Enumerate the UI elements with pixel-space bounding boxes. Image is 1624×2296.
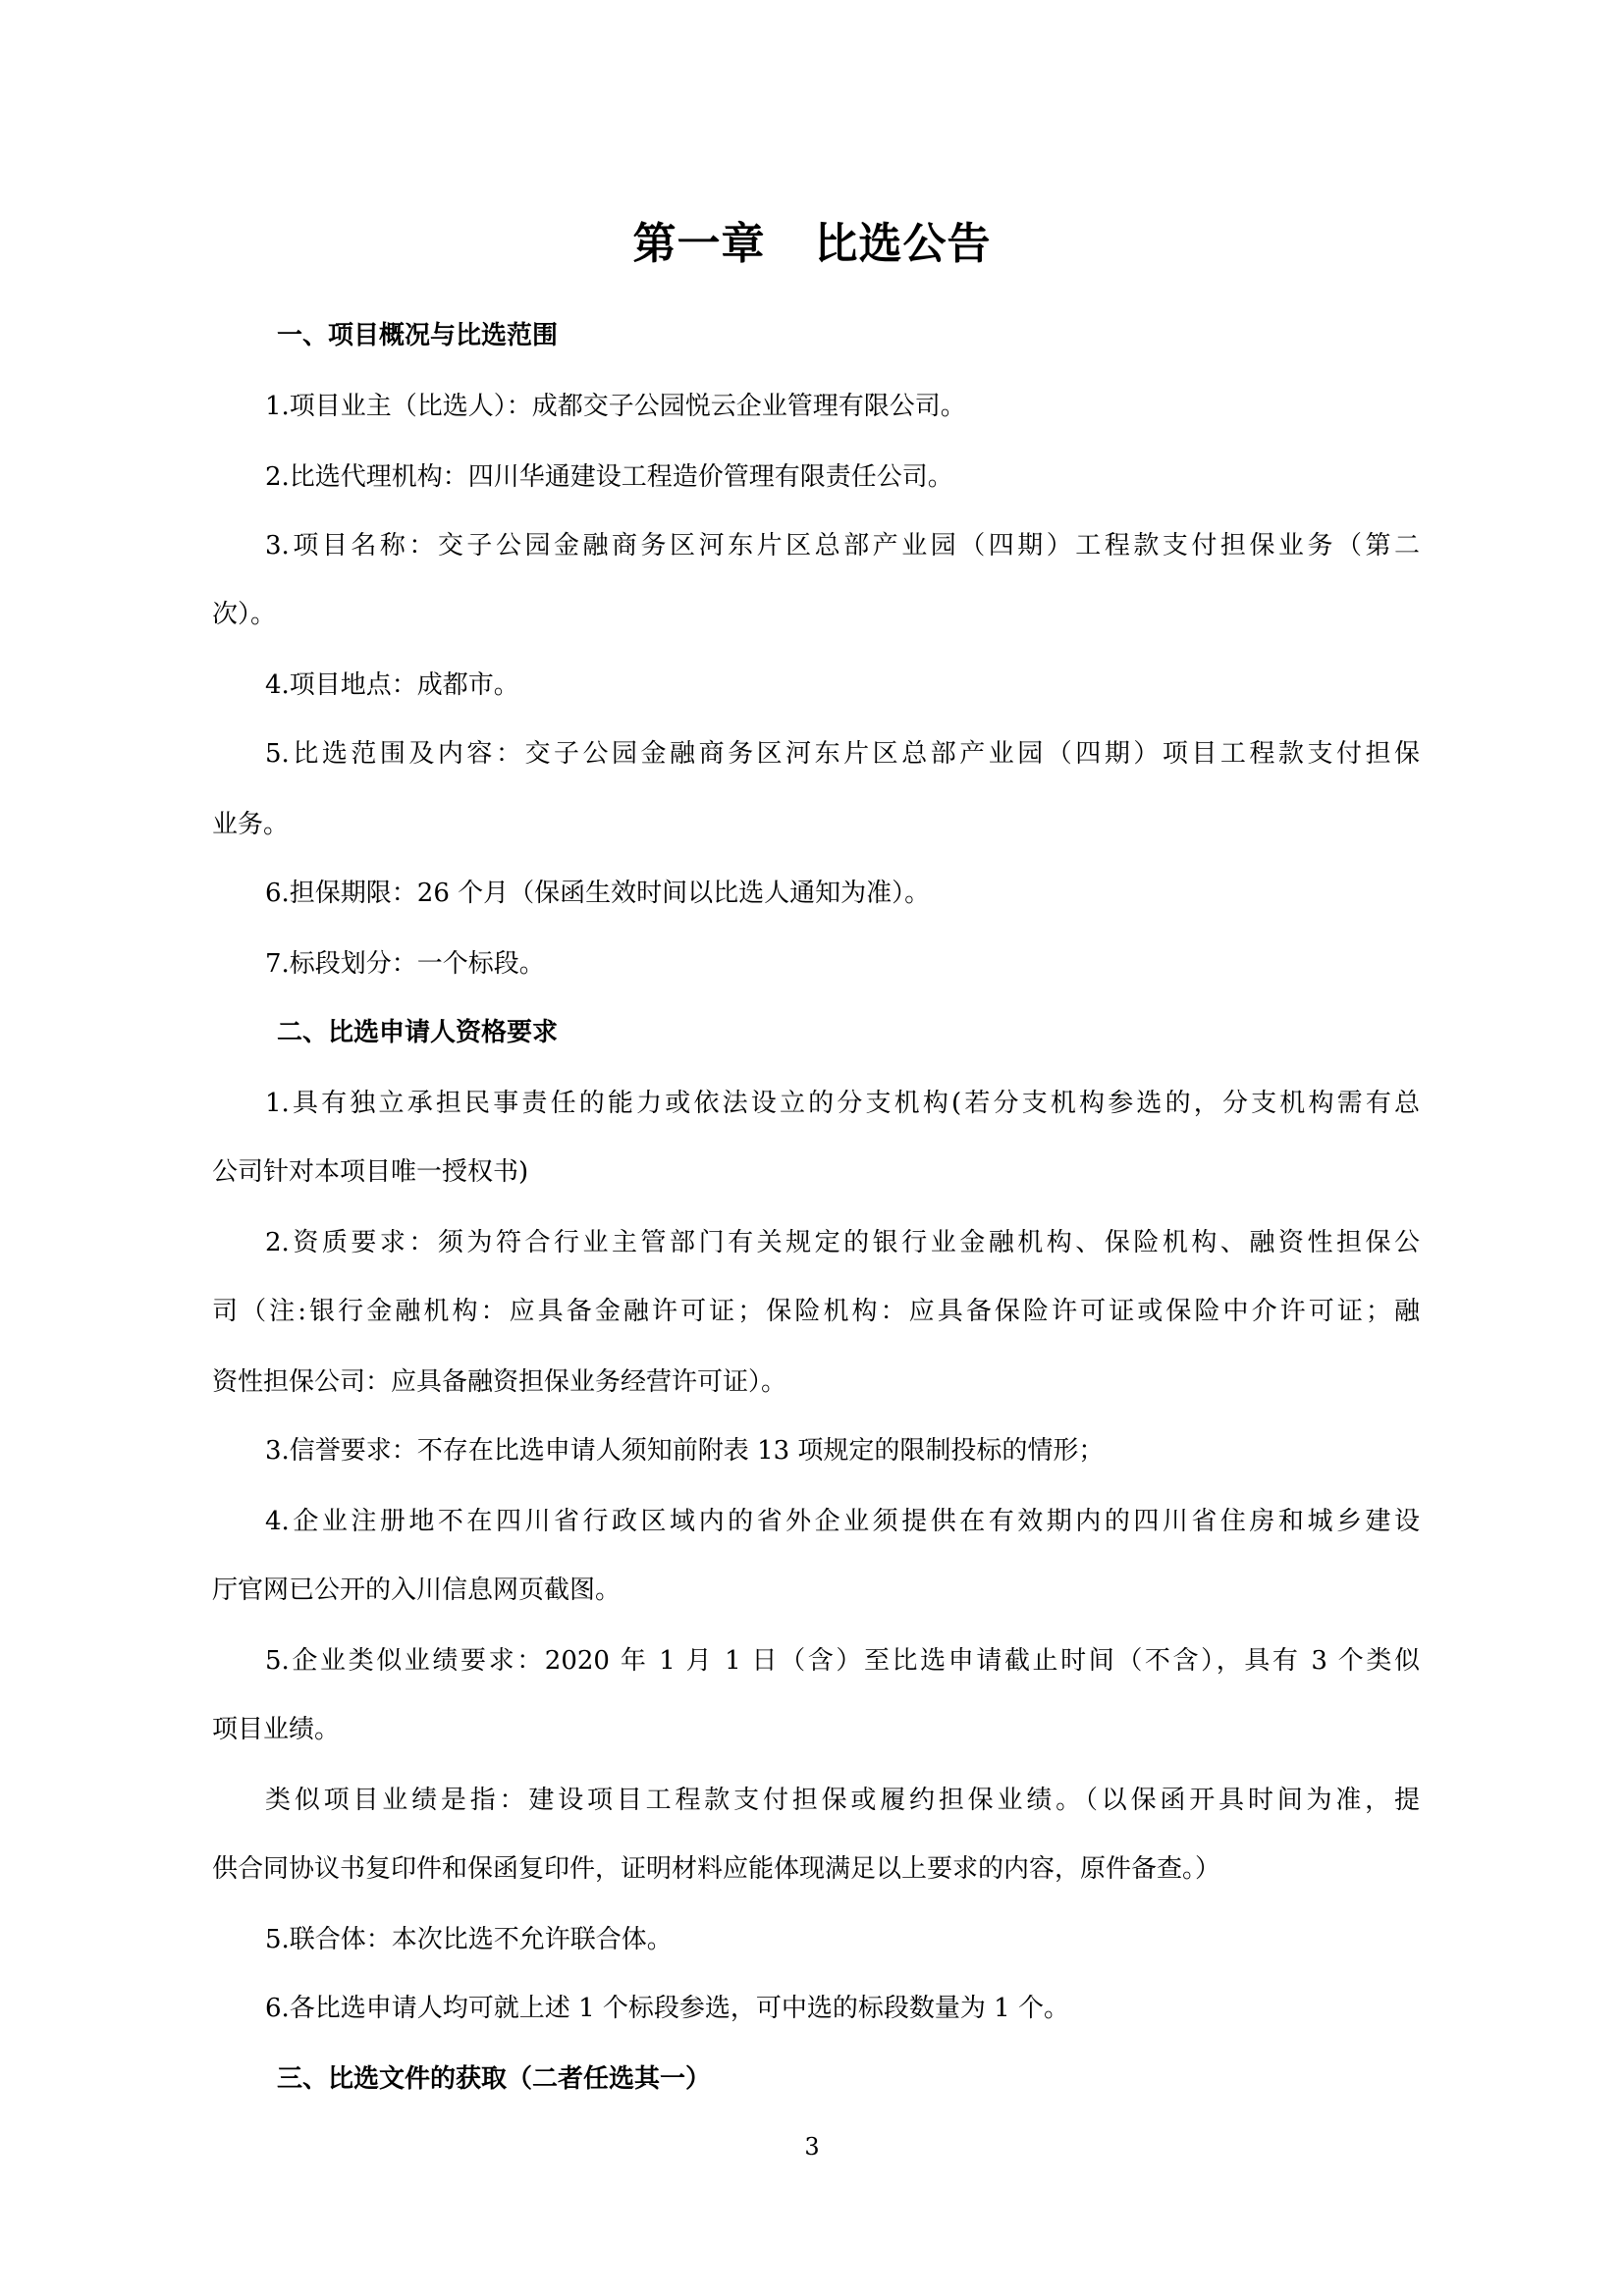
paragraph-agency: 2.比选代理机构：四川华通建设工程造价管理有限责任公司。	[265, 462, 953, 492]
page-number: 3	[804, 2133, 820, 2161]
paragraph-similar-projects: 类似项目业绩是指：建设项目工程款支付担保或履约担保业绩。（以保函开具时间为准，提	[265, 1786, 1420, 1815]
paragraph-project-name-cont: 次）。	[212, 600, 277, 629]
paragraph-registration: 4.企业注册地不在四川省行政区域内的省外企业须提供在有效期内的四川省住房和城乡建设	[265, 1507, 1420, 1536]
paragraph-scope-cont: 业务。	[212, 810, 290, 839]
paragraph-lot-participation: 6.各比选申请人均可就上述 1 个标段参选，可中选的标段数量为 1 个。	[265, 1994, 1069, 2023]
paragraph-project-name: 3.项目名称：交子公园金融商务区河东片区总部产业园（四期）工程款支付担保业务（第二	[265, 531, 1420, 561]
paragraph-location: 4.项目地点：成都市。	[265, 670, 519, 700]
paragraph-qualification-2-end: 资性担保公司：应具备融资担保业务经营许可证）。	[212, 1367, 787, 1397]
paragraph-performance: 5.企业类似业绩要求：2020 年 1 月 1 日（含）至比选申请截止时间（不含），具有 3 个类似	[265, 1646, 1420, 1676]
paragraph-lot-division: 7.标段划分：一个标段。	[265, 949, 545, 979]
paragraph-similar-projects-cont: 供合同协议书复印件和保函复印件，证明材料应能体现满足以上要求的内容，原件备查。）	[212, 1854, 1221, 1884]
paragraph-owner: 1.项目业主（比选人）：成都交子公园悦云企业管理有限公司。	[265, 392, 966, 421]
paragraph-scope: 5.比选范围及内容：交子公园金融商务区河东片区总部产业园（四期）项目工程款支付担保	[265, 739, 1420, 769]
paragraph-qualification-1-cont: 公司针对本项目唯一授权书)	[212, 1157, 529, 1187]
paragraph-registration-cont: 厅官网已公开的入川信息网页截图。	[212, 1575, 622, 1605]
paragraph-consortium: 5.联合体：本次比选不允许联合体。	[265, 1925, 673, 1954]
section-heading-2: 二、比选申请人资格要求	[277, 1018, 559, 1047]
chapter-title	[0, 208, 1624, 271]
section-heading-3: 三、比选文件的获取（二者任选其一）	[277, 2064, 712, 2094]
chapter-number: 第一章	[632, 219, 766, 269]
paragraph-guarantee-period: 6.担保期限：26 个月（保函生效时间以比选人通知为准）。	[265, 879, 931, 908]
paragraph-qualification-2: 2.资质要求：须为符合行业主管部门有关规定的银行业金融机构、保险机构、融资性担保公	[265, 1228, 1420, 1257]
paragraph-qualification-1: 1.具有独立承担民事责任的能力或依法设立的分支机构(若分支机构参选的，分支机构需有总	[265, 1089, 1420, 1118]
section-heading-1: 一、项目概况与比选范围	[277, 321, 559, 350]
paragraph-credit: 3.信誉要求：不存在比选申请人须知前附表 13 项规定的限制投标的情形；	[265, 1436, 1105, 1466]
chapter-name: 比选公告	[814, 219, 992, 269]
paragraph-qualification-2-cont: 司（注:银行金融机构：应具备金融许可证；保险机构：应具备保险许可证或保险中介许可证；融	[212, 1297, 1420, 1326]
paragraph-performance-cont: 项目业绩。	[212, 1715, 341, 1744]
